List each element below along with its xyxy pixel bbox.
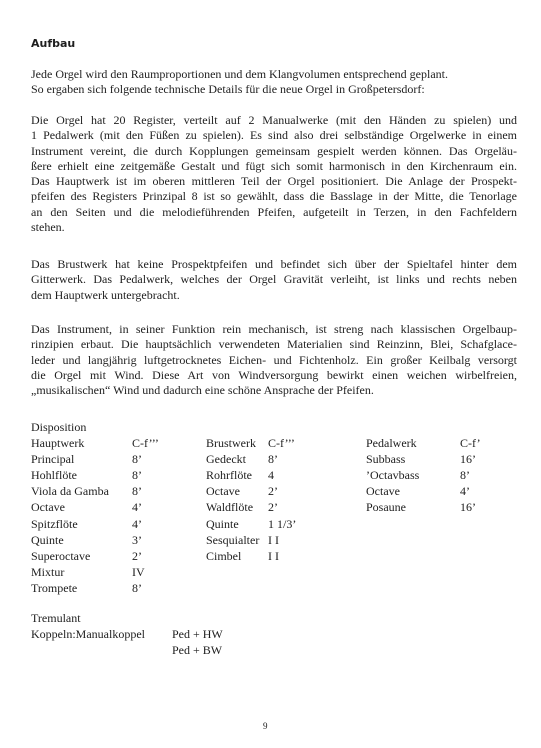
register-name: Subbass: [366, 452, 406, 467]
register-pitch: 2’: [132, 548, 142, 563]
register-name: Waldflöte: [206, 500, 254, 515]
register-pitch: 2’: [268, 500, 278, 515]
register-pitch: C-f’: [460, 436, 481, 450]
text-line: Das Instrument, in seiner Funktion rein mechanisch, ist streng nach klassischen Orgelbaup-: [31, 322, 517, 336]
text-line: ßere erhielt eine zeitgemäße Gestalt und fügt sich somit harmonisch in den Kirchenraum ein.: [31, 158, 517, 173]
disposition-title: Disposition: [31, 420, 87, 434]
tremulant-label: Tremulant: [31, 611, 81, 625]
register-pitch: 3’: [132, 532, 142, 547]
koppeln-value: Ped + HW: [172, 627, 223, 641]
register-name: Trompete: [31, 580, 78, 595]
register-name: Quinte: [31, 532, 64, 547]
text-line: dem Hauptwerk untergebracht.: [31, 287, 180, 302]
register-name: Quinte: [206, 516, 239, 531]
register-name: Octave: [31, 500, 65, 515]
paragraph-instrument: [31, 322, 517, 398]
text-line: 1 Pedalwerk (mit den Füßen zu spielen). Es sind also drei selbständige Orgelwerke in einem: [31, 128, 517, 143]
register-name: Gedeckt: [206, 452, 246, 467]
register-name: Octave: [206, 484, 240, 499]
register-name: Posaune: [366, 500, 406, 515]
paragraph-brustwerk: [31, 257, 517, 303]
paragraph-registers: [31, 113, 517, 235]
text-line: „musikalischen“ Wind und dadurch eine schöne Ansprache der Pfeifen.: [31, 383, 374, 398]
register-name: Principal: [31, 452, 75, 467]
register-pitch: 8’: [132, 452, 142, 467]
section-heading: Aufbau: [31, 37, 76, 50]
register-name: Spitzflöte: [31, 516, 78, 531]
register-pitch: 4’: [132, 516, 142, 531]
register-name: Cimbel: [206, 548, 242, 563]
register-pitch: 4’: [460, 484, 470, 499]
register-name: Rohrflöte: [206, 468, 252, 483]
text-line: die Orgel mit Wind. Diese Art von Windversorgung bewirkt einen weichen wirbelfreien,: [31, 367, 517, 382]
register-pitch: 8’: [132, 484, 142, 499]
register-name: Sesquialter: [206, 532, 260, 547]
register-pitch: 8’: [132, 580, 142, 595]
register-pitch: 1 1/3’: [268, 516, 297, 531]
register-pitch: 8’: [460, 468, 470, 483]
koppeln-value: Ped + BW: [172, 643, 223, 657]
koppeln-label: Koppeln:Manualkoppel: [31, 627, 145, 641]
register-pitch: 2’: [268, 484, 278, 499]
register-pitch: 4’: [132, 500, 142, 515]
register-pitch: 16’: [460, 500, 476, 515]
page-number: 9: [263, 721, 268, 731]
text-line: So ergaben sich folgende technische Details für die neue Orgel in Großpetersdorf:: [31, 82, 425, 97]
register-pitch: C-f’’’: [268, 436, 295, 450]
text-line: an den Seiten und die melodieführenden Pfeifen, aufgeteilt in Terzen, in den Fachfeldern: [31, 204, 517, 219]
register-name: Hohlflöte: [31, 468, 77, 483]
register-pitch: 16’: [460, 452, 476, 467]
text-line: rinzipien erbaut. Die hauptsächlich verwendeten Materialien sind Reinzinn, Blei, Schafglace-: [31, 337, 517, 352]
register-name: Superoctave: [31, 548, 91, 563]
register-pitch: C-f’’’: [132, 436, 159, 450]
text-line: pfeifen des Registers Prinzipal 8 ist so gewählt, dass die Basslage in der Mitte, die Tenorlage: [31, 189, 517, 204]
register-pitch: IV: [132, 564, 145, 579]
register-pitch: 8’: [132, 468, 142, 483]
register-pitch: I I: [268, 548, 279, 563]
register-name: Hauptwerk: [31, 436, 85, 450]
text-line: Das Brustwerk hat keine Prospektpfeifen und befindet sich über der Spieltafel hinter dem: [31, 257, 517, 271]
register-name: Mixtur: [31, 564, 65, 579]
paragraph-intro: [31, 67, 517, 98]
register-pitch: 8’: [268, 452, 278, 467]
text-line: Gitterwerk. Das Pedalwerk, welches der Orgel Gravität verleiht, ist links und rechts neben: [31, 272, 517, 287]
register-name: Brustwerk: [206, 436, 256, 450]
text-line: Jede Orgel wird den Raumproportionen und dem Klangvolumen entsprechend geplant.: [31, 67, 449, 81]
register-name: Octave: [366, 484, 400, 499]
register-name: ’Octavbass: [366, 468, 420, 483]
register-name: Viola da Gamba: [31, 484, 109, 499]
register-name: Pedalwerk: [366, 436, 417, 450]
text-line: stehen.: [31, 220, 65, 235]
register-pitch: I I: [268, 532, 279, 547]
text-line: leder und langjährig luftgetrocknetes Eichen- und Fichtenholz. Ein großer Keilbalg versorgt: [31, 352, 517, 367]
register-pitch: 4: [268, 468, 274, 483]
text-line: Das Hauptwerk ist im oberen mittleren Teil der Orgel positioniert. Die Anlage der Prospekt-: [31, 174, 517, 189]
text-line: Instrument vereint, die durch Kopplungen gemeinsam gespielt werden können. Das Orgeläu-: [31, 143, 517, 158]
text-line: Die Orgel hat 20 Register, verteilt auf 2 Manualwerke (mit den Händen zu spielen) und: [31, 113, 517, 127]
